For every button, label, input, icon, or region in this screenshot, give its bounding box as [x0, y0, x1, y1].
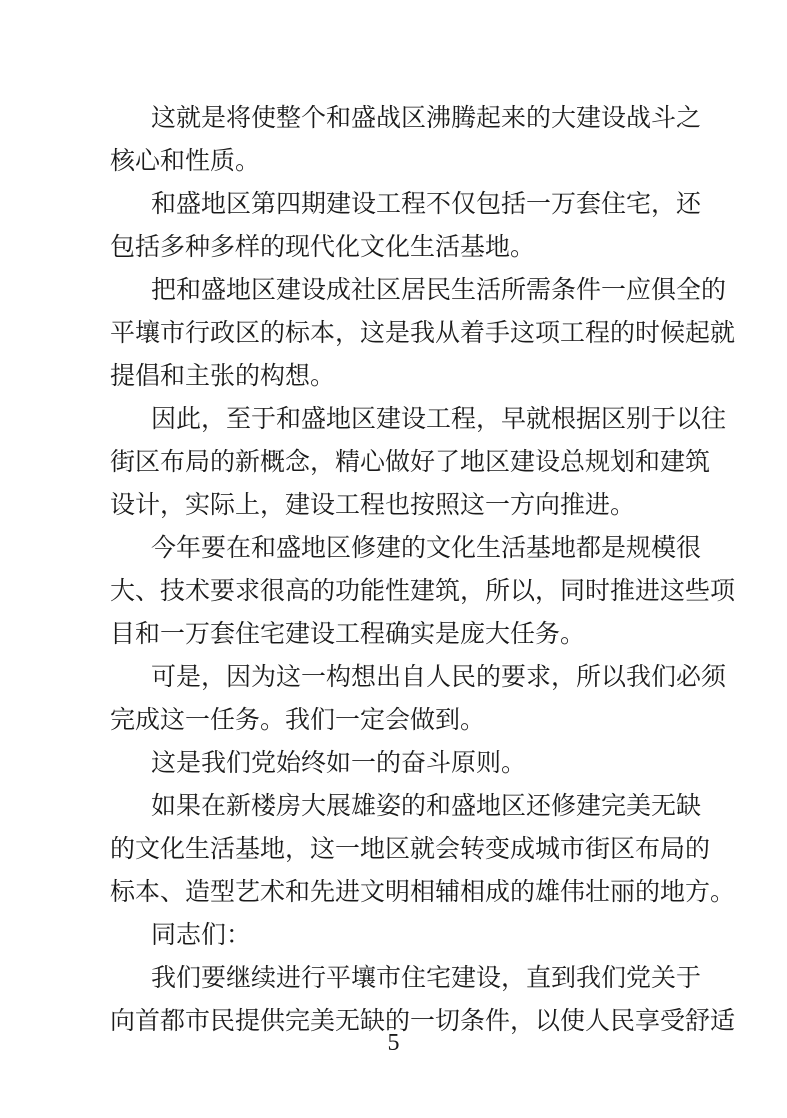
text-line: 大、技术要求很高的功能性建筑，所以，同时推进这些项 — [110, 576, 736, 605]
text-line: 设计，实际上，建设工程也按照这一方向推进。 — [110, 490, 636, 519]
text-line: 这就是将使整个和盛战区沸腾起来的大建设战斗之 — [151, 103, 702, 132]
text-line: 包括多种多样的现代化文化生活基地。 — [110, 232, 536, 261]
text-line: 的文化生活基地，这一地区就会转变成城市街区布局的 — [110, 834, 711, 863]
text-line: 因此，至于和盛地区建设工程，早就根据区别于以往 — [151, 404, 727, 433]
text-line: 标本、造型艺术和先进文明相辅相成的雄伟壮丽的地方。 — [110, 877, 736, 906]
text-line: 如果在新楼房大展雄姿的和盛地区还修建完美无缺 — [151, 791, 702, 820]
page-number: 5 — [387, 1030, 400, 1056]
text-line: 我们要继续进行平壤市住宅建设，直到我们党关于 — [151, 963, 702, 992]
text-line: 平壤市行政区的标本，这是我从着手这项工程的时候起就 — [110, 318, 736, 347]
text-line: 街区布局的新概念，精心做好了地区建设总规划和建筑 — [110, 447, 711, 476]
text-line: 可是，因为这一构想出自人民的要求，所以我们必须 — [151, 662, 727, 691]
text-line: 核心和性质。 — [110, 146, 261, 175]
text-line: 向首都市民提供完美无缺的一切条件，以使人民享受舒适 — [110, 1006, 736, 1035]
text-line: 同志们： — [151, 920, 252, 949]
text-line: 把和盛地区建设成社区居民生活所需条件一应俱全的 — [151, 275, 727, 304]
text-line: 和盛地区第四期建设工程不仅包括一万套住宅，还 — [151, 189, 702, 218]
text-line: 目和一万套住宅建设工程确实是庞大任务。 — [110, 619, 586, 648]
text-line: 这是我们党始终如一的奋斗原则。 — [151, 748, 527, 777]
text-line: 提倡和主张的构想。 — [110, 361, 336, 390]
text-line: 今年要在和盛地区修建的文化生活基地都是规模很 — [151, 533, 702, 562]
text-line: 完成这一任务。我们一定会做到。 — [110, 705, 486, 734]
